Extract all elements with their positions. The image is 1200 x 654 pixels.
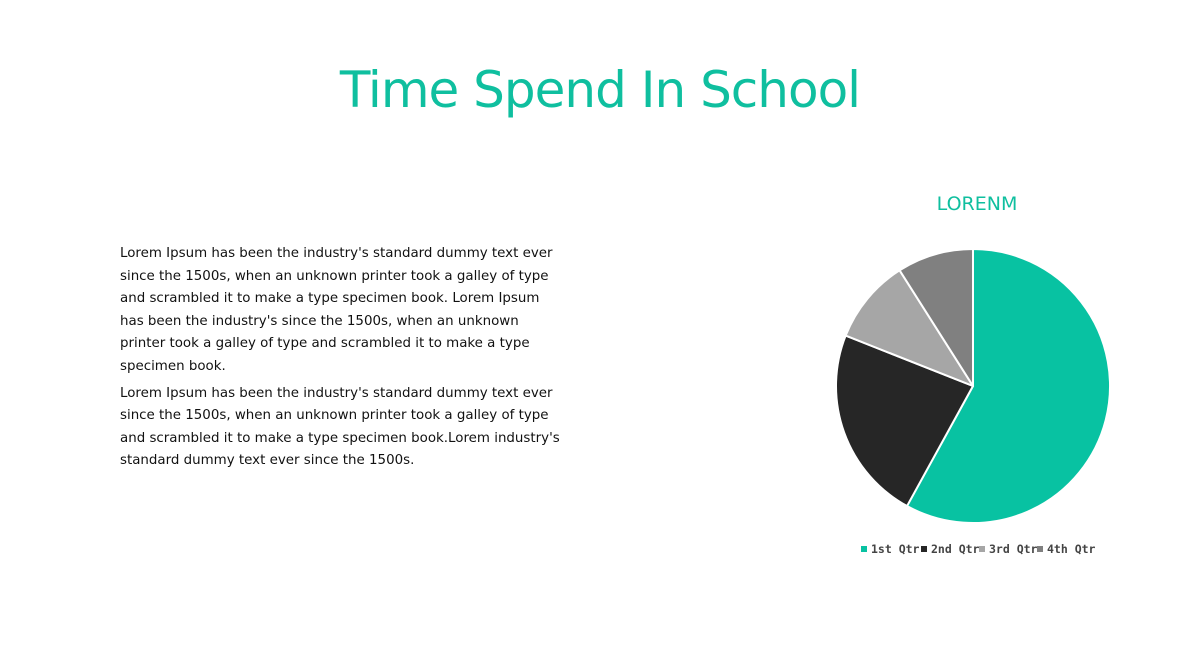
legend-label-4: 4th Qtr [1047,542,1096,556]
legend-item-1 [861,542,920,556]
body-paragraph-1: Lorem Ipsum has been the industry's standard dummy text ever since the 1500s, when an unknown printer took a galley of type and scrambled it to make a type specimen book. Lorem Ipsum has been the industry's since the 1500s, when an unknown printer took a galley of type and scrambled it to make a type specimen book. [120,246,553,374]
chart-title: LORENM [936,193,1018,215]
legend-swatch-4 [1037,546,1043,552]
legend-label-3: 3rd Qtr [989,542,1038,556]
legend-label-2: 2nd Qtr [931,542,980,556]
pie-chart [820,185,1140,575]
body-text [120,243,560,477]
slide-title: Time Spend In School [339,61,861,119]
chart-legend [861,542,1096,556]
pie-slices [836,249,1110,523]
pie-chart-svg [820,185,1140,575]
legend-swatch-1 [861,546,867,552]
legend-item-4 [1037,542,1096,556]
legend-item-3 [979,542,1038,556]
legend-swatch-3 [979,546,985,552]
body-paragraph-2: Lorem Ipsum has been the industry's standard dummy text ever since the 1500s, when an unknown printer took a galley of type and scrambled it to make a type specimen book.Lorem industry's standard dummy text ever since the 1500s. [120,385,560,469]
legend-item-2 [921,542,980,556]
legend-label-1: 1st Qtr [871,542,920,556]
legend-swatch-2 [921,546,927,552]
